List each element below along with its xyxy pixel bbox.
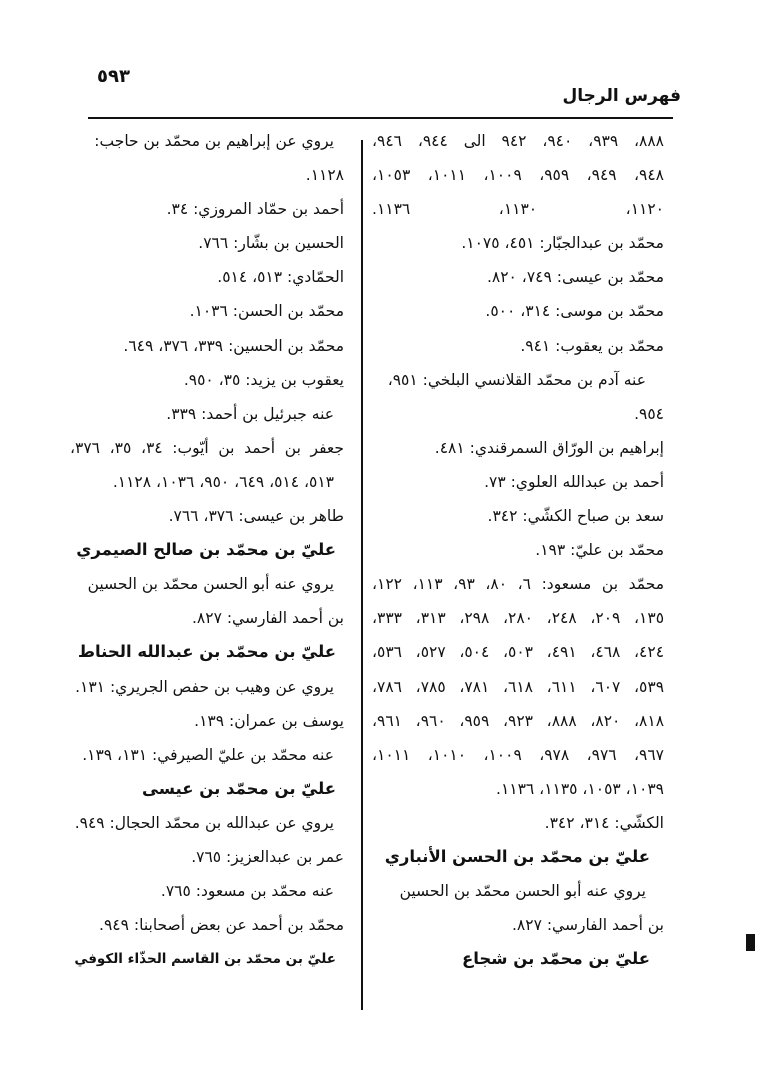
left-column-heading: عليّ بن محمّد بن عبدالله الحناط [77, 642, 336, 662]
right-column-line: ٤٢٤، ٤٦٨، ٤٩١، ٥٠٣، ٥٠٤، ٥٢٧، ٥٣٦، [372, 643, 665, 662]
page-number: ٥٩٣ [97, 66, 130, 87]
right-column-line: إبراهيم بن الورّاق السمرقندي: ٤٨١. [434, 438, 664, 457]
left-column-line: بن أحمد الفارسي: ٨٢٧. [191, 609, 344, 628]
right-column-line: عنه آدم بن محمّد القلانسي البلخي: ٩٥١، [387, 370, 646, 389]
right-column-line: محمّد بن مسعود: ٦، ٨٠، ٩٣، ١١٣، ١٢٢، [372, 575, 665, 594]
right-column-line: بن أحمد الفارسي: ٨٢٧. [511, 916, 664, 935]
right-column-line: ٩٥٤. [634, 404, 664, 423]
left-column-line: عنه جبرئيل بن أحمد: ٣٣٩. [166, 404, 334, 423]
left-column-line: أحمد بن حمّاد المروزي: ٣٤. [166, 200, 344, 219]
right-column-line: ٩٦٧، ٩٧٦، ٩٧٨، ١٠٠٩، ١٠١٠، ١٠١١، [372, 745, 665, 764]
left-column-heading: عليّ بن محمّد بن صالح الصيمري [76, 540, 336, 560]
left-column-line: محمّد بن أحمد عن بعض أصحابنا: ٩٤٩. [99, 916, 344, 935]
left-column-line: يعقوب بن يزيد: ٣٥، ٩٥٠. [183, 370, 344, 389]
right-column-line: ٩٤٨، ٩٤٩، ٩٥٩، ١٠٠٩، ١٠١١، ١٠٥٣، [372, 166, 665, 185]
right-column-line: ٨١٨، ٨٢٠، ٨٨٨، ٩٢٣، ٩٥٩، ٩٦٠، ٩٦١، [372, 711, 665, 730]
right-column-heading: عليّ بن محمّد بن شجاع [461, 949, 650, 969]
right-column-line: محمّد بن يعقوب: ٩٤١. [520, 336, 664, 355]
right-column-heading: عليّ بن محمّد بن الحسن الأنباري [384, 846, 650, 866]
left-column-heading: عليّ بن محمّد بن عيسى [142, 778, 336, 798]
right-column-line: ١٣٥، ٢٠٩، ٢٤٨، ٢٨٠، ٢٩٨، ٣١٣، ٣٣٣، [372, 609, 665, 628]
left-column-line: يروي عن عبدالله بن محمّد الحجال: ٩٤٩. [74, 813, 334, 832]
left-column-line: يروي عنه أبو الحسن محمّد بن الحسين [87, 575, 334, 594]
left-column-line: يروي عن وهيب بن حفص الجريري: ١٣١. [75, 677, 334, 696]
right-column-line: ٨٨٨، ٩٣٩، ٩٤٠، ٩٤٢ الى ٩٤٤، ٩٤٦، [372, 132, 665, 150]
right-column-line: سعد بن صباح الكشّي: ٣٤٢. [487, 507, 664, 526]
right-column-line: ١١٢٠، ١١٣٠، ١١٣٦. [372, 200, 664, 219]
left-column-line: عمر بن عبدالعزيز: ٧٦٥. [191, 847, 344, 866]
left-column-line: محمّد بن الحسن: ١٠٣٦. [189, 302, 344, 321]
right-column-line: يروي عنه أبو الحسن محمّد بن الحسين [399, 882, 646, 901]
left-column-line: يروي عن إبراهيم بن محمّد بن حاجب: [94, 132, 334, 150]
right-column-line: محمّد بن موسى: ٣١٤، ٥٠٠. [485, 302, 664, 321]
left-column-heading: عليّ بن محمّد بن القاسم الحذّاء الكوفي [74, 951, 336, 968]
right-column-line: محمّد بن عليّ: ١٩٣. [535, 541, 664, 560]
right-column-line: ٥٣٩، ٦٠٧، ٦١١، ٦١٨، ٧٨١، ٧٨٥، ٧٨٦، [372, 677, 665, 696]
right-column [372, 124, 664, 976]
left-column-line: الحمّادي: ٥١٣، ٥١٤. [217, 268, 344, 287]
margin-mark [746, 934, 755, 951]
left-column-line: محمّد بن الحسين: ٣٣٩، ٣٧٦، ٦٤٩. [123, 336, 344, 355]
right-column-line: محمّد بن عيسى: ٧٤٩، ٨٢٠. [486, 268, 664, 287]
left-column-line: ١١٢٨. [305, 166, 344, 185]
left-column [70, 124, 344, 976]
left-column-line: يوسف بن عمران: ١٣٩. [194, 711, 344, 730]
left-column-line: طاهر بن عيسى: ٣٧٦، ٧٦٦. [168, 507, 344, 526]
left-column-line: الحسين بن بشّار: ٧٦٦. [198, 234, 344, 253]
left-column-line: عنه محمّد بن عليّ الصيرفي: ١٣١، ١٣٩. [82, 745, 334, 764]
column-divider [361, 140, 363, 1010]
header-rule [88, 117, 673, 119]
right-column-line: ١٠٣٩، ١٠٥٣، ١١٣٥، ١١٣٦. [496, 779, 664, 798]
right-column-line: أحمد بن عبدالله العلوي: ٧٣. [484, 472, 664, 491]
left-column-line: عنه محمّد بن مسعود: ٧٦٥. [160, 882, 334, 901]
running-title: فهرس الرجال [562, 86, 681, 106]
left-column-line: ٥١٣، ٥١٤، ٦٤٩، ٩٥٠، ١٠٣٦، ١١٢٨. [112, 472, 334, 491]
right-column-line: الكشّي: ٣١٤، ٣٤٢. [544, 813, 664, 832]
right-column-line: محمّد بن عبدالجبّار: ٤٥١، ١٠٧٥. [461, 234, 664, 253]
left-column-line: جعفر بن أحمد بن أيّوب: ٣٤، ٣٥، ٣٧٦، [70, 438, 344, 457]
